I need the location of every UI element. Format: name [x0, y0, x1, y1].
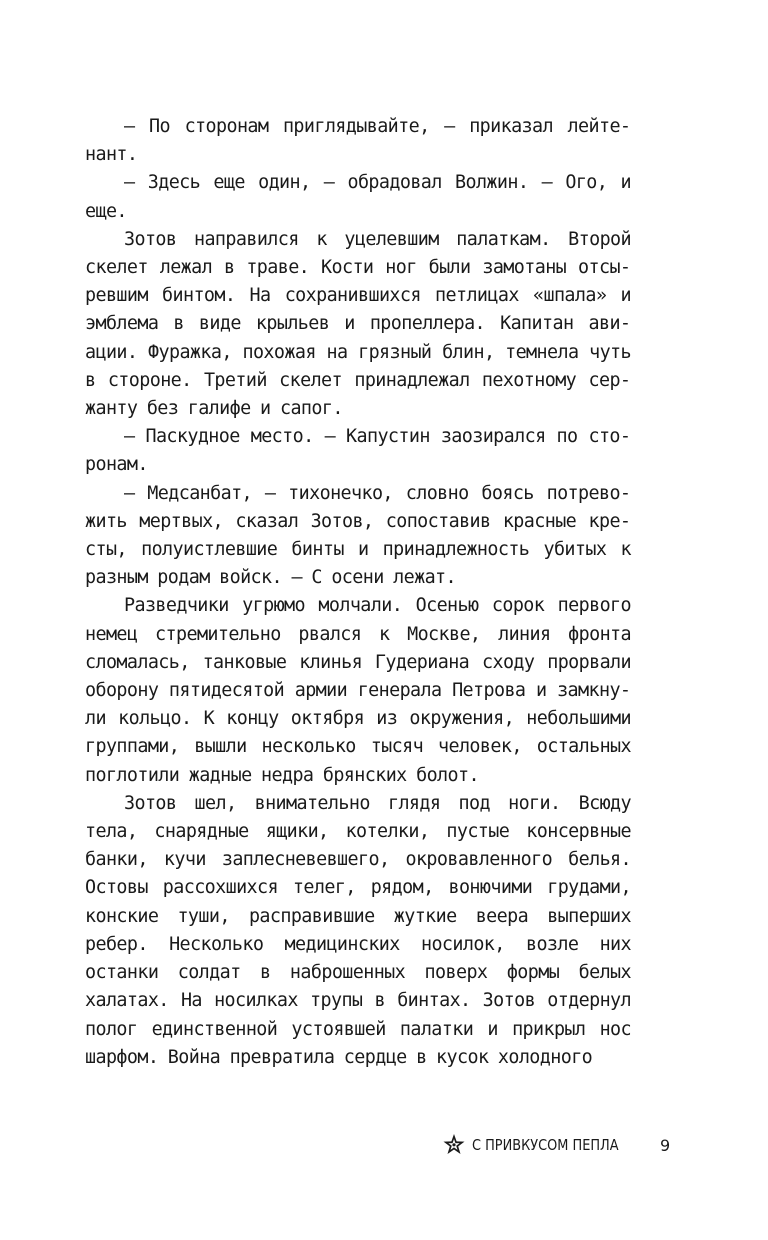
page-number: 9 [660, 1135, 671, 1155]
running-title: С ПРИВКУСОМ ПЕПЛА [472, 1136, 619, 1154]
paragraph-2: — Здесь еще один, — обрадовал Волжин. — Ого, и еще. [85, 172, 631, 222]
paragraph-6: Разведчики угрюмо молчали. Осенью сорок первого немец стремительно рвался к Москве, линия фронта сломалась, танковые клинья Гудериана сходу прорвали оборону пятидесятой армии генерала Петрова и замкнули кольцо. К концу октября из окружения, небольшими группами, вышли несколько тысяч человек, остальных поглотили жадные недра брянских болот. [85, 595, 631, 786]
star-ornament-icon [442, 1133, 466, 1157]
paragraph-4: — Паскудное место. — Капустин заозирался по сторонам. [85, 426, 631, 476]
paragraph-1: — По сторонам приглядывайте, — приказал лейтенант. [85, 116, 631, 166]
paragraph-5: — Медсанбат, — тихонечко, словно боясь потревожить мертвых, сказал Зотов, сопоставив красные кресты, полуистлевшие бинты и принадлежность убитых к разным родам войск. — С осени лежат. [85, 482, 631, 589]
page-footer [442, 1133, 682, 1157]
paragraph-3: Зотов направился к уцелевшим палаткам. Второй скелет лежал в траве. Кости ног были замотаны отсыревшим бинтом. На сохранившихся петлицах «шпала» и эмблема в виде крыльев и пропеллера. Капитан авиации. Фуражка, похожая на грязный блин, темнела чуть в стороне. Третий скелет принадлежал пехотному сержанту без галифе и сапог. [85, 228, 631, 420]
page-body [85, 113, 631, 1072]
paragraph-7: Зотов шел, внимательно глядя под ноги. Всюду тела, снарядные ящики, котелки, пустые консервные банки, кучи заплесневевшего, окровавленного белья. Остовы рассохшихся телег, рядом, вонючими грудами, конские туши, расправившие жуткие веера выперших ребер. Несколько медицинских носилок, возле них останки солдат в наброшенных поверх формы белых халатах. На носилках трупы в бинтах. Зотов отдернул полог единственной устоявшей палатки и прикрыл нос шарфом. Война превратила сердце в кусок холодного [85, 792, 631, 1068]
